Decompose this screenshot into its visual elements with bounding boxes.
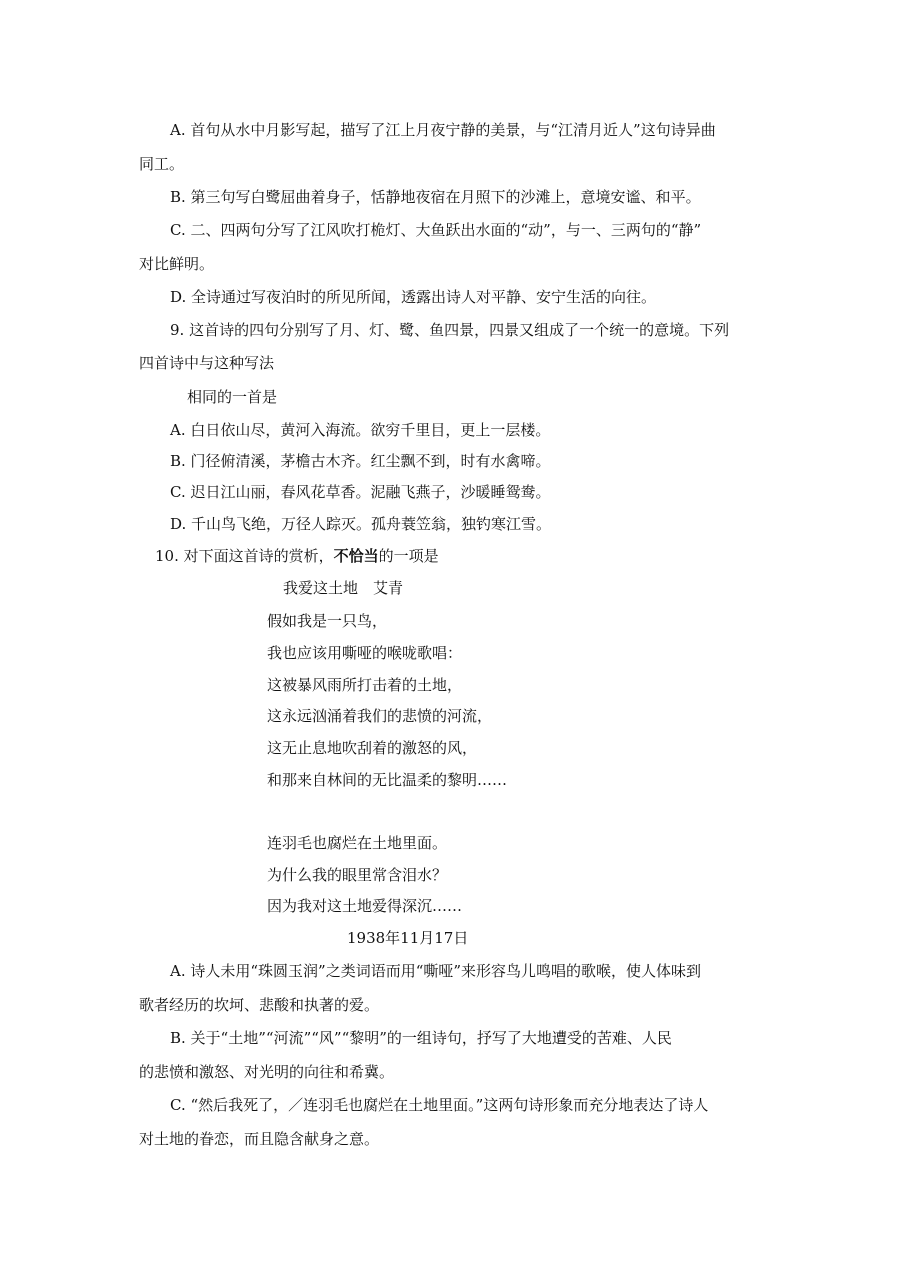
poem-line: 和那来自林间的无比温柔的黎明……: [267, 771, 508, 789]
poem-title: 我爱这土地 艾青: [283, 579, 404, 597]
poem-line: 这被暴风雨所打击着的土地，: [267, 676, 463, 694]
q10-stem: [155, 546, 439, 566]
q8-option-d: D. 全诗通过写夜泊时的所见所闻，透露出诗人对平静、安宁生活的向往。: [170, 288, 657, 306]
q10-option-b-line2: 的悲愤和激怒、对光明的向往和希冀。: [139, 1063, 395, 1081]
poem-line: 为什么我的眼里常含泪水？: [267, 866, 448, 884]
q8-option-b: B. 第三句写白鹭屈曲着身子，恬静地夜宿在月照下的沙滩上，意境安谧、和平。: [170, 188, 701, 206]
q10-stem-emphasis: 不恰当: [333, 547, 379, 565]
q10-option-a-line2: 歌者经历的坎坷、悲酸和执著的爱。: [139, 996, 380, 1014]
q10-option-b-line1: B. 关于“土地”“河流”“风”“黎明”的一组诗句，抒写了大地遭受的苦难、人民: [170, 1029, 672, 1047]
q9-option-d: D. 千山鸟飞绝，万径人踪灭。孤舟蓑笠翁，独钓寒江雪。: [170, 515, 552, 533]
q8-option-a-line1: A. 首句从水中月影写起，描写了江上月夜宁静的美景，与“江清月近人”这句诗异曲: [170, 121, 716, 139]
q9-stem-line1: 9. 这首诗的四句分别写了月、灯、鹭、鱼四景，四景又组成了一个统一的意境。下列: [170, 321, 730, 339]
q9-stem-line2: 四首诗中与这种写法: [139, 354, 275, 372]
q9-option-a: A. 白日依山尽，黄河入海流。欲穷千里目，更上一层楼。: [170, 421, 551, 439]
poem-date: 1938年11月17日: [347, 929, 469, 947]
q8-option-c-line1: C. 二、四两句分写了江风吹打桅灯、大鱼跃出水面的“动”，与一、三两句的“静”: [170, 221, 702, 239]
poem-line: 假如我是一只鸟，: [267, 612, 388, 630]
q10-stem-suffix: 的一项是: [378, 547, 439, 565]
q10-stem-prefix: 10. 对下面这首诗的赏析，: [155, 547, 334, 565]
poem-line: 因为我对这土地爱得深沉……: [267, 897, 463, 915]
q9-option-c: C. 迟日江山丽，春风花草香。泥融飞燕子，沙暖睡鸳鸯。: [170, 483, 551, 501]
poem-line: 这永远汹涌着我们的悲愤的河流，: [267, 707, 493, 725]
q9-option-b: B. 门径俯清溪，茅檐古木齐。红尘飘不到，时有水禽啼。: [170, 452, 551, 470]
poem-line: 这无止息地吹刮着的激怒的风，: [267, 739, 478, 757]
poem-line: 连羽毛也腐烂在土地里面。: [267, 834, 448, 852]
q10-option-c-line2: 对土地的眷恋，而且隐含献身之意。: [139, 1130, 380, 1148]
q8-option-c-line2: 对比鲜明。: [139, 255, 215, 273]
poem-line: 我也应该用嘶哑的喉咙歌唱：: [267, 644, 463, 662]
q10-option-a-line1: A. 诗人未用“珠圆玉润”之类词语而用“嘶哑”来形容鸟儿鸣唱的歌喉，使人体味到: [170, 962, 702, 980]
q9-stem-line3: 相同的一首是: [187, 388, 278, 406]
q8-option-a-line2: 同工。: [139, 155, 185, 173]
q10-option-c-line1: C. “然后我死了，／连羽毛也腐烂在土地里面。”这两句诗形象而充分地表达了诗人: [170, 1096, 709, 1114]
